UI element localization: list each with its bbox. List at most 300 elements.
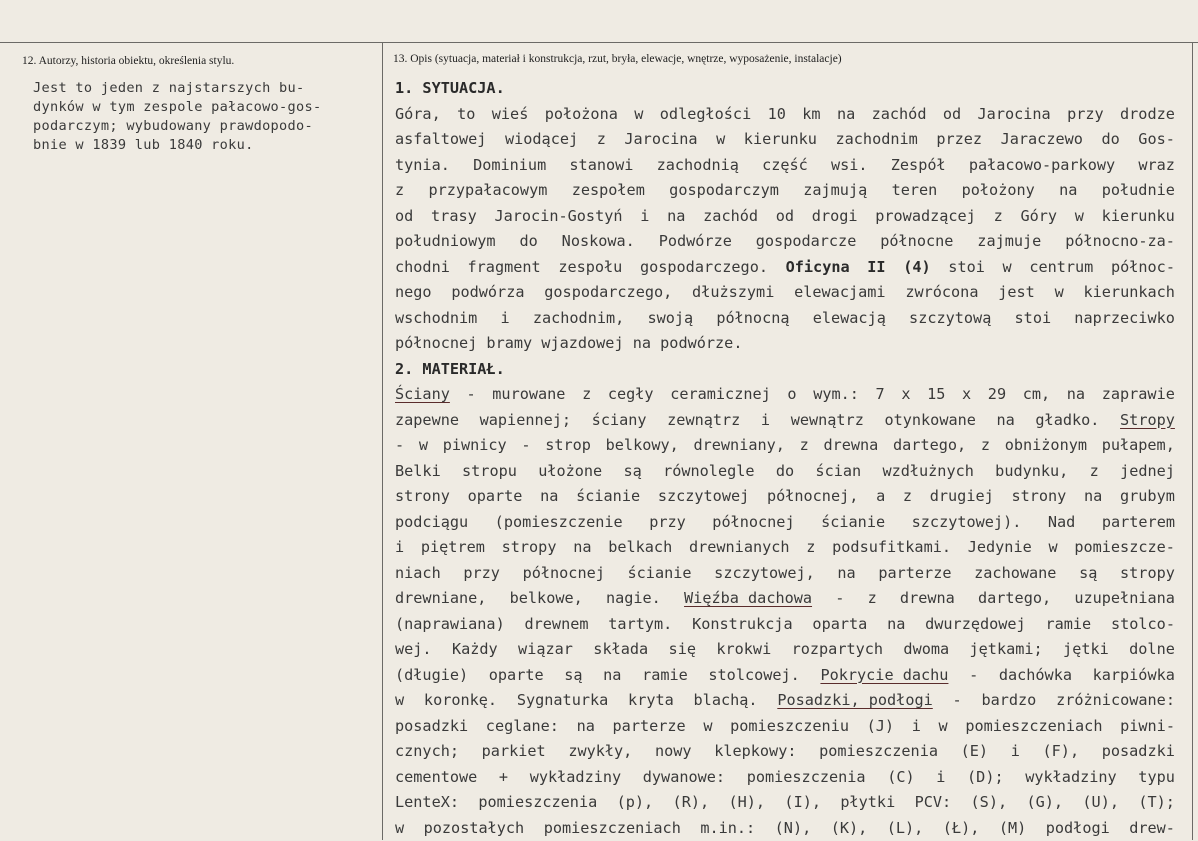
word: zespołem [572,178,645,204]
word: Góra, [395,102,441,128]
word: oparte [489,663,544,689]
field13-line [395,280,1175,306]
word: (S), [971,790,1008,816]
word: 15 [927,382,945,408]
field13-line [395,178,1175,204]
word: strop [545,433,591,459]
word: kierunku [744,127,817,153]
word: i [1011,739,1020,765]
field12-line: dynków w tym zespole pałacowo-gos- [33,98,373,117]
word: Stropy [1120,408,1175,434]
word: asfaltowej [395,127,486,153]
word: zewnątrz [667,408,740,434]
word: stolco- [1111,612,1175,638]
word: północną [716,306,789,332]
word: zachowane [974,561,1056,587]
word: (C) [887,765,914,791]
word: posadzki [395,714,468,740]
word: blachą. [694,688,758,714]
word: Gos- [1138,127,1175,153]
word: pozostałych [424,816,525,841]
word: północnej [523,561,605,587]
word: cznych; [395,739,459,765]
word: i [395,535,404,561]
word: szczytowej [658,484,749,510]
word: z [395,178,404,204]
top-rule [0,42,1198,43]
word: parterem [1102,510,1175,536]
word: pomieszczeniach [965,714,1102,740]
field13-line [395,663,1175,689]
word: parkiet [482,739,546,765]
word: wewnątrz [791,408,864,434]
word: (U), [1082,790,1119,816]
word: nego [395,280,432,306]
word: zajmują [803,178,867,204]
word: Dominium [473,153,546,179]
word: (E) [961,739,988,765]
word: ścianie [628,561,692,587]
field13-line [395,612,1175,638]
word: ceglane: [486,714,559,740]
word: pomieszczenia [747,765,866,791]
word: wieś [492,102,529,128]
word: 10 [768,102,786,128]
word: stoi [1015,306,1052,332]
word: w [395,688,404,714]
word: naprzeciwko [1074,306,1175,332]
field13-line [395,127,1175,153]
word: (I), [784,790,821,816]
field13-line [395,688,1175,714]
word: na [577,714,595,740]
word: ściany [592,408,647,434]
word: szczytowej). [912,510,1022,536]
word: pomieszcze- [1074,535,1175,561]
word: obniżonym [1005,433,1087,459]
word: drogi [812,204,858,230]
field13-line [395,433,1175,459]
word: drewna [900,586,955,612]
field12-text [33,79,373,155]
word: budynku, [995,459,1068,485]
word: piwni- [1120,714,1175,740]
word: x [901,382,910,408]
word: stropy [502,535,557,561]
field13-header: 13. Opis (sytuacja, materiał i konstrukcja, rzut, bryła, elewacje, wnętrze, wyposażenie, instalacje) [393,53,842,65]
word: pomieszczeniach [544,816,681,841]
word: strony [395,484,450,510]
word: zapewne [395,408,459,434]
field13-line [395,229,1175,255]
word: + [499,765,508,791]
word: typu [1138,765,1175,791]
word: belkowe, [510,586,583,612]
word: parterze [613,714,686,740]
word: a [876,484,885,510]
word: na [837,102,855,128]
word: stropy [1120,561,1175,587]
word: północ- [1111,255,1175,281]
word: (naprawiana) [395,612,505,638]
word: centrum [1029,255,1093,281]
word: fragment [468,255,541,281]
word: - [969,663,978,689]
word: x [962,382,971,408]
word: kierunku [1102,204,1175,230]
word: klepkowy: [714,739,796,765]
word: z [981,433,990,459]
word: pułapem, [1102,433,1175,459]
word: gospodarczego. [640,255,768,281]
word: Noskowa. [562,229,635,255]
word: zachodnią [657,153,739,179]
word: (F), [1043,739,1080,765]
field13-line [395,382,1175,408]
word: swoją [647,306,693,332]
field13-line [395,357,1175,383]
word: cementowe [395,765,477,791]
field13-line [395,484,1175,510]
word: dartego, [978,586,1051,612]
word: do [776,459,794,485]
word: część [762,153,808,179]
word: nagie. [606,586,661,612]
word: zachód [703,204,758,230]
word: i [761,408,770,434]
word: zachodnim, [533,306,624,332]
word: drewnem [525,612,589,638]
word: Góry [1020,204,1057,230]
field13-line [395,204,1175,230]
word: - [835,586,844,612]
word: z [806,535,815,561]
word: km [802,102,820,128]
word: zajmuje [977,229,1041,255]
word: na [1067,382,1085,408]
word: w [703,714,712,740]
word: zachodnim [836,127,918,153]
word: (pomieszczenie [495,510,623,536]
field13-line [395,459,1175,485]
word: z [994,204,1003,230]
word: na [667,204,685,230]
word: dwoma [903,637,949,663]
word: ścianie [576,484,640,510]
word: odległości [660,102,751,128]
word: gospodarcze [756,229,857,255]
word: dartego, [893,433,966,459]
word: ścianie [821,510,885,536]
word: (4) [903,255,930,281]
word: na [573,535,591,561]
word: płytki [840,790,895,816]
word: w [634,102,643,128]
word: z [868,586,877,612]
word: 29 [988,382,1006,408]
word: wapiennej; [480,408,571,434]
word: z [597,127,606,153]
word: elewacjami [794,280,885,306]
word: do [1101,127,1119,153]
word: cegły [608,382,654,408]
field13-line [395,739,1175,765]
word: dywanowe: [643,765,725,791]
word: Posadzki, podłogi [777,688,932,714]
word: na [997,408,1015,434]
word: drewniany, [693,433,784,459]
column-divider [382,42,383,840]
word: szczytową [909,306,991,332]
field13-line [395,255,1175,281]
word: dolne [1129,637,1175,663]
word: Zespół [891,153,946,179]
word: podciągu [395,510,468,536]
word: (K), [831,816,868,841]
field13-line [395,510,1175,536]
word: otynkowane [884,408,975,434]
word: niach [395,561,441,587]
word: pomieszczeniu [730,714,849,740]
field13-line [395,714,1175,740]
word: Podwórze [659,229,732,255]
word: w [939,714,948,740]
word: Oficyna [786,255,850,281]
word: zwrócona [905,280,978,306]
word: i [936,765,945,791]
word: drewniane, [395,586,486,612]
word: Jarocina [624,127,697,153]
word: dłuższymi [692,280,774,306]
field13-line [395,637,1175,663]
word: rozpartych [792,637,883,663]
word: południe [1102,178,1175,204]
word: LenteX: [395,790,459,816]
word: bardzo [981,688,1036,714]
word: na [540,484,558,510]
word: posadzki [1102,739,1175,765]
word: stanowi [569,153,633,179]
word: do [519,229,537,255]
word: m.in.: [700,816,755,841]
field13-line [395,306,1175,332]
word: z [1090,459,1099,485]
field13-line [395,765,1175,791]
word: północne [880,229,953,255]
word: południowym [395,229,496,255]
word: Belki [395,459,441,485]
word: z [800,433,809,459]
word: wraz [1138,153,1175,179]
word: stoi [948,255,985,281]
word: kryta [628,688,674,714]
word: z [582,382,591,408]
word: - [467,382,476,408]
word: na [1059,178,1077,204]
word: w [395,816,404,841]
word: ułożone [538,459,602,485]
word: zwykły, [568,739,632,765]
word: w [1003,255,1012,281]
word: Ściany [395,382,450,408]
word: oparta [812,612,867,638]
word: koronkę. [424,688,497,714]
word: jętki [1063,637,1109,663]
word: drewna [823,433,878,459]
field13-line [395,153,1175,179]
field13-text [395,76,1175,841]
word: zróżnicowane: [1056,688,1175,714]
word: od [943,102,961,128]
word: piwnicy [443,433,507,459]
word: chodni [395,255,450,281]
word: wsi. [831,153,868,179]
word: składa [593,637,648,663]
word: (D); [967,765,1004,791]
word: północnej, [767,484,858,510]
word: się [669,637,696,663]
word: murowane [492,382,565,408]
field13-line [395,102,1175,128]
word: wiodącej [505,127,578,153]
word: Pokrycie dachu [820,663,948,689]
word: wykładziny [530,765,621,791]
word: drew- [1129,816,1175,841]
word: w [1075,204,1084,230]
word: - [953,688,962,714]
word: belkach [608,535,672,561]
word: tynia. [395,153,450,179]
word: Sygnaturka [517,688,608,714]
word: gospodarczego, [544,280,672,306]
word: to [457,102,475,128]
word: jest [998,280,1035,306]
field13-line [395,790,1175,816]
text-run: 2. MATERIAŁ. [395,357,505,383]
word: od [395,204,413,230]
word: w [419,433,428,459]
word: prowadzącej [875,204,976,230]
word: północno-za- [1065,229,1175,255]
word: przypałacowym [428,178,547,204]
word: wym.: [813,382,859,408]
word: są [624,459,642,485]
word: na [603,663,621,689]
word: 7 [876,382,885,408]
word: przez [936,127,982,153]
word: (Ł), [943,816,980,841]
field13-line [395,816,1175,841]
field12-line: podarczym; wybudowany prawdopodo- [33,117,373,136]
word: Konstrukcja [692,612,793,638]
word: Jarocina [978,102,1051,128]
word: stolcowej. [708,663,799,689]
word: w [716,127,725,153]
word: - [521,433,530,459]
word: położona [545,102,618,128]
word: przy [1067,102,1104,128]
word: grubym [1120,484,1175,510]
word: (G), [1026,790,1063,816]
word: ceramicznej [670,382,771,408]
word: podwórza [451,280,524,306]
word: teren [892,178,938,204]
word: przy [649,510,686,536]
word: i [912,714,921,740]
word: (M) [999,816,1026,841]
word: Każdy [452,637,498,663]
word: Jedynie [968,535,1032,561]
word: są [1079,561,1097,587]
word: elewacją [813,306,886,332]
word: drewnianych [689,535,790,561]
field12-line: Jest to jeden z najstarszych bu- [33,79,373,98]
word: podłogi [1046,816,1110,841]
word: jednej [1120,459,1175,485]
word: oparte [468,484,523,510]
word: dachówka [999,663,1072,689]
word: krokwi [716,637,771,663]
field13-line [395,408,1175,434]
text-run: 1. SYTUACJA. [395,76,505,102]
word: o [787,382,796,408]
word: piętrem [421,535,485,561]
word: położony [962,178,1035,204]
word: Jaraczewo [1001,127,1083,153]
word: - [395,433,404,459]
word: (N), [775,816,812,841]
word: ścian [815,459,861,485]
word: pomieszczenia [819,739,938,765]
word: na [1084,484,1102,510]
field13-line [395,76,1175,102]
word: wiązar [518,637,573,663]
word: pałacowo-parkowy [969,153,1115,179]
word: na [887,612,905,638]
word: strony [1011,484,1066,510]
word: z [903,484,912,510]
word: ramie [1045,612,1091,638]
word: belkowy, [606,433,679,459]
word: ramie [642,663,688,689]
field13-line [395,331,1175,357]
word: zespołu [558,255,622,281]
word: wzdłużnych [882,459,973,485]
word: przy [463,561,500,587]
word: Nad [1048,510,1075,536]
word: (L), [887,816,924,841]
field12-header: 12. Autorzy, historia obiektu, określenia stylu. [22,55,234,67]
word: szczytowej, [714,561,815,587]
word: nowy [655,739,692,765]
word: (długie) [395,663,468,689]
word: Jarocin-Gostyń [494,204,622,230]
word: karpiówka [1093,663,1175,689]
word: na [837,561,855,587]
word: północnej [712,510,794,536]
word: wykładziny [1025,765,1116,791]
word: pomieszczenia [478,790,597,816]
word: wej. [395,637,432,663]
word: i [640,204,649,230]
field12-line: bnie w 1839 lub 1840 roku. [33,136,373,155]
word: w [1048,535,1057,561]
word: drugiej [930,484,994,510]
word: gospodarczym [669,178,779,204]
word: kierunkach [1084,280,1175,306]
word: uzupełniana [1074,586,1175,612]
word: (R), [673,790,710,816]
